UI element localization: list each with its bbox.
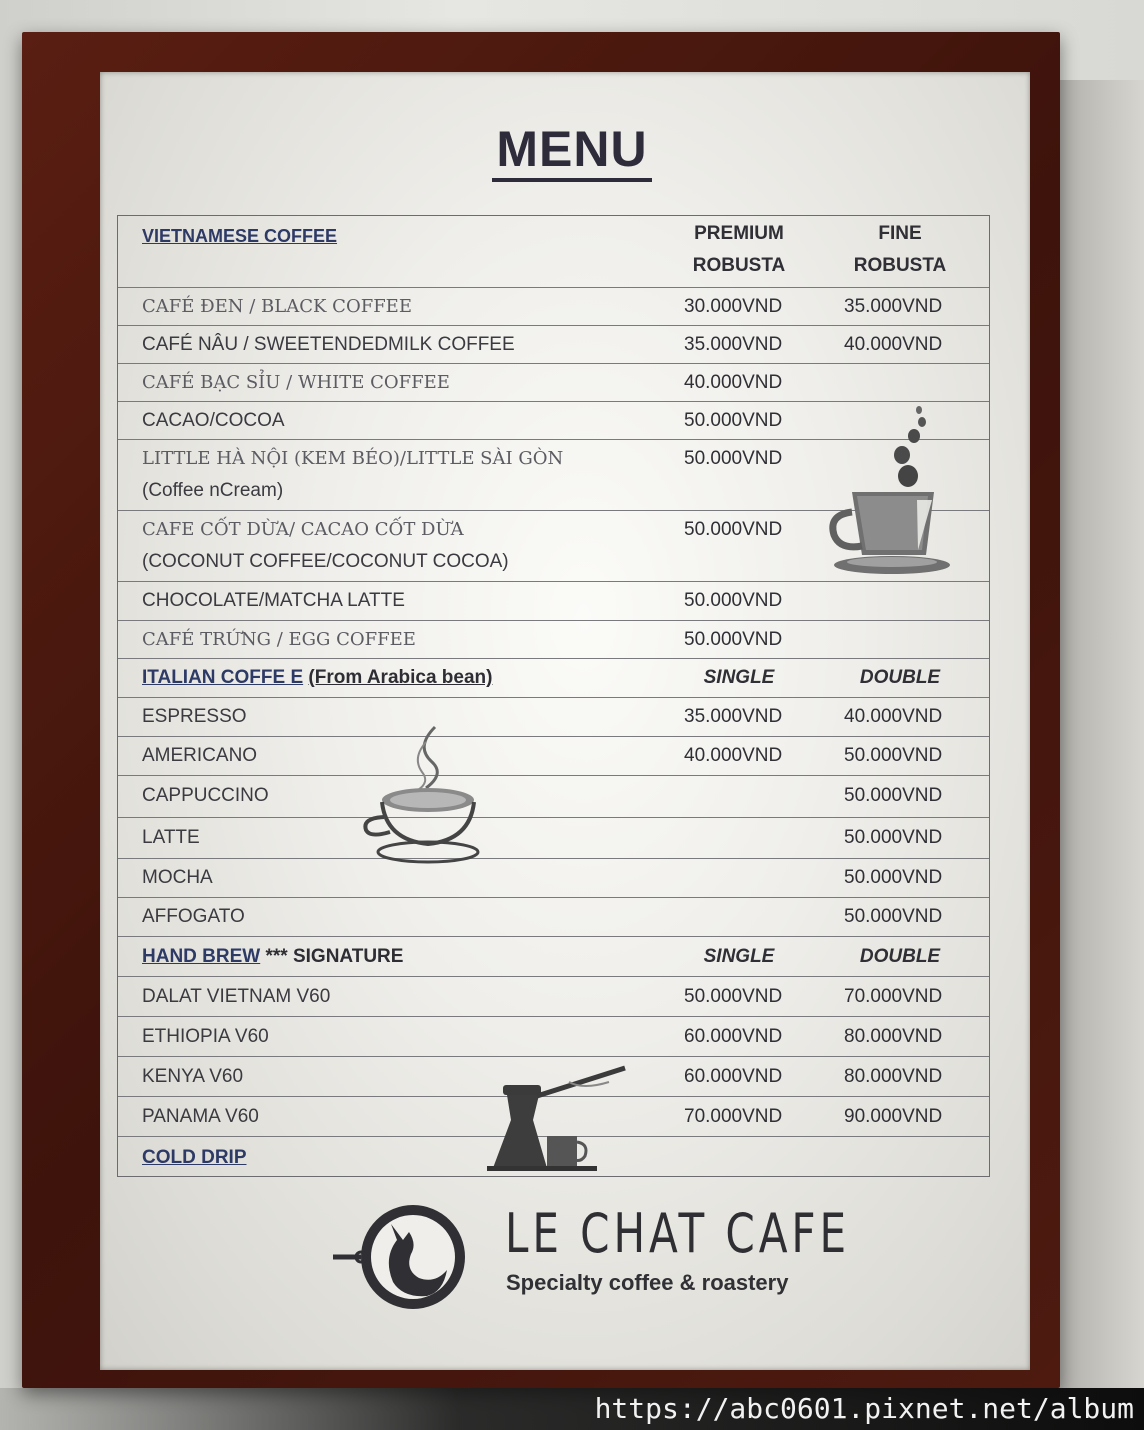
col-header-single: SINGLE <box>703 946 775 967</box>
italian-heading-note: (From Arabica bean) <box>308 667 493 688</box>
menu-row <box>118 697 989 736</box>
col-header-premium: PREMIUM <box>694 223 784 244</box>
handbrew-heading-note: *** SIGNATURE <box>265 946 404 967</box>
menu-row <box>118 775 989 817</box>
menu-row <box>118 363 989 401</box>
menu-row <box>118 1016 989 1056</box>
item-subname: (COCONUT COFFEE/COCONUT COCOA) <box>142 551 509 572</box>
item-name: CHOCOLATE/MATCHA LATTE <box>142 590 405 611</box>
price-single: 70.000VND <box>684 1106 783 1127</box>
col-header-double: DOUBLE <box>859 946 941 967</box>
col-header-robusta-1: ROBUSTA <box>692 255 786 276</box>
menu-row <box>118 581 989 620</box>
price-double: 70.000VND <box>844 986 943 1007</box>
menu-row <box>118 325 989 363</box>
price-single: 60.000VND <box>684 1066 783 1087</box>
item-name: PANAMA V60 <box>142 1106 259 1127</box>
price-premium: 50.000VND <box>684 410 783 431</box>
item-name: MOCHA <box>142 867 213 888</box>
item-name: CAFÉ BẠC SỈU / WHITE COFFEE <box>142 372 450 393</box>
cat-logo-icon <box>333 1200 473 1315</box>
section-heading-colddrip: COLD DRIP <box>142 1147 247 1168</box>
price-premium: 35.000VND <box>684 334 783 355</box>
section-heading-handbrew: HAND BREW *** SIGNATURE <box>142 946 404 967</box>
price-single: 50.000VND <box>684 986 783 1007</box>
handbrew-header-row <box>118 936 989 976</box>
coffee-cup-beans-icon <box>822 400 957 585</box>
price-single: 35.000VND <box>684 706 783 727</box>
col-header-robusta-2: ROBUSTA <box>853 255 947 276</box>
col-header-fine: FINE <box>878 223 922 244</box>
price-double: 40.000VND <box>844 706 943 727</box>
item-name: LITTLE HÀ NỘI (KEM BÉO)/LITTLE SÀI GÒN <box>142 448 564 469</box>
turkish-coffee-pot-icon <box>487 1060 632 1175</box>
item-name: AMERICANO <box>142 745 258 766</box>
price-double: 50.000VND <box>844 785 943 806</box>
item-name: DALAT VIETNAM V60 <box>142 986 331 1007</box>
menu-table <box>117 215 990 1177</box>
item-subname: (Coffee nCream) <box>142 480 284 501</box>
price-premium: 50.000VND <box>684 519 783 540</box>
price-fine: 40.000VND <box>844 334 943 355</box>
item-name: KENYA V60 <box>142 1066 244 1087</box>
price-double: 50.000VND <box>844 906 943 927</box>
price-double: 90.000VND <box>844 1106 943 1127</box>
price-premium: 50.000VND <box>684 590 783 611</box>
price-single: 60.000VND <box>684 1026 783 1047</box>
item-name: CAFÉ ĐEN / BLACK COFFEE <box>142 296 412 317</box>
price-double: 50.000VND <box>844 745 943 766</box>
item-name: ESPRESSO <box>142 706 247 727</box>
item-name: AFFOGATO <box>142 906 245 927</box>
price-fine: 35.000VND <box>844 296 943 317</box>
menu-row <box>118 817 989 858</box>
price-premium: 50.000VND <box>684 448 783 469</box>
item-name: CAPPUCCINO <box>142 785 269 806</box>
price-premium: 40.000VND <box>684 372 783 393</box>
item-name: ETHIOPIA V60 <box>142 1026 269 1047</box>
price-double: 50.000VND <box>844 867 943 888</box>
brand-name: LE CHAT CAFE <box>505 1202 851 1265</box>
item-name: CAFÉ TRỨNG / EGG COFFEE <box>142 629 416 650</box>
cappuccino-cup-icon <box>360 722 480 867</box>
item-name: CACAO/COCOA <box>142 410 285 431</box>
price-double: 80.000VND <box>844 1066 943 1087</box>
menu-row <box>118 736 989 775</box>
price-single: 40.000VND <box>684 745 783 766</box>
menu-row <box>118 858 989 897</box>
item-name: LATTE <box>142 827 200 848</box>
italian-header-row <box>118 658 989 697</box>
menu-row <box>118 287 989 325</box>
item-name: CAFÉ NÂU / SWEETENDEDMILK COFFEE <box>142 334 515 355</box>
watermark-url: https://abc0601.pixnet.net/album <box>594 1392 1134 1425</box>
section-heading-italian: ITALIAN COFFE E (From Arabica bean) <box>142 667 493 688</box>
vietnamese-header-row <box>118 216 989 287</box>
section-heading-vietnamese: VIETNAMESE COFFEE <box>142 226 338 246</box>
item-name: CAFE CỐT DỪA/ CACAO CỐT DỪA <box>142 519 464 540</box>
price-double: 50.000VND <box>844 827 943 848</box>
brand-tagline: Specialty coffee & roastery <box>506 1270 789 1295</box>
menu-row <box>118 897 989 936</box>
col-header-double: DOUBLE <box>859 667 941 688</box>
col-header-single: SINGLE <box>703 667 775 688</box>
menu-row <box>118 976 989 1016</box>
price-premium: 50.000VND <box>684 629 783 650</box>
menu-row <box>118 620 989 658</box>
menu-title: MENU <box>0 120 1144 182</box>
watermark-bar <box>0 1388 1144 1430</box>
price-premium: 30.000VND <box>684 296 783 317</box>
price-double: 80.000VND <box>844 1026 943 1047</box>
